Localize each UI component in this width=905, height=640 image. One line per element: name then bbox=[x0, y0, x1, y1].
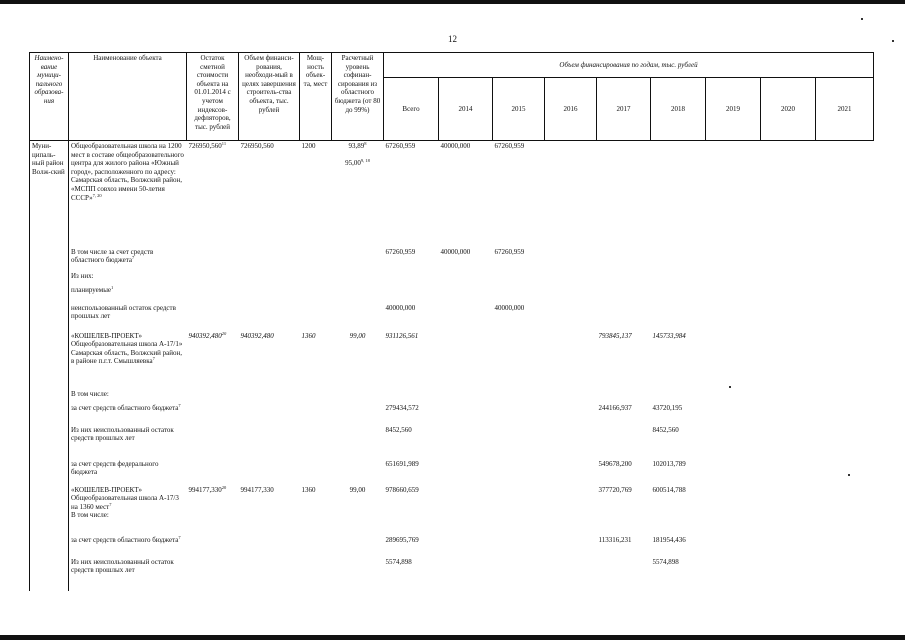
object-cell: неиспользованный остаток средств прошлых лет bbox=[71, 303, 176, 321]
financing-table bbox=[29, 52, 874, 591]
table-row bbox=[30, 459, 874, 485]
header-year-2014: 2014 bbox=[439, 78, 493, 141]
y2018-cell: 600514,788 bbox=[652, 485, 686, 494]
table-row bbox=[30, 403, 874, 425]
object-cell: за счет средств федерального бюджета bbox=[71, 459, 159, 477]
table-row bbox=[30, 425, 874, 459]
header-year-2018: 2018 bbox=[651, 78, 706, 141]
page-number: 12 bbox=[448, 34, 457, 44]
table-row bbox=[30, 141, 874, 247]
capacity-cell: 1360 bbox=[301, 331, 316, 340]
scan-speck bbox=[861, 18, 863, 20]
scan-speck bbox=[892, 40, 894, 42]
header-object: Наименование объекта bbox=[69, 53, 187, 141]
object-cell: «КОШЕЛЕВ-ПРОЕКТ» Общеобразовательная школа А-17/1» Самарская область, Волжский район, в районе п.г.т. Смышляевка$^7$ bbox=[71, 331, 183, 366]
object-cell: Из них: bbox=[71, 271, 94, 280]
bottom-border bbox=[0, 635, 905, 640]
capacity-cell: 1200 bbox=[301, 142, 316, 150]
y2018-cell: 102013,789 bbox=[652, 459, 686, 468]
volume-cell: 994177,330 bbox=[240, 485, 274, 494]
balance-cell: 994177,330$^{20}$ bbox=[188, 484, 227, 494]
object-cell: за счет средств областного бюджета$^7$ bbox=[71, 534, 181, 544]
header-balance: Остаток сметной стоимости объекта на 01.01.2014 с учетом индексов-дефляторов, тыс. рублей bbox=[187, 53, 239, 141]
y2017-cell: 377720,769 bbox=[598, 485, 632, 494]
table-row bbox=[30, 535, 874, 557]
table-row bbox=[30, 285, 874, 303]
header-year-2017: 2017 bbox=[597, 78, 651, 141]
object-cell: В том числе: bbox=[71, 389, 109, 398]
level-cell: 99,00 bbox=[349, 331, 366, 340]
y2017-cell: 244166,937 bbox=[598, 403, 632, 412]
table-row bbox=[30, 271, 874, 285]
header-year-2015: 2015 bbox=[493, 78, 545, 141]
volume-cell: 940392,480 bbox=[240, 331, 274, 340]
table-row bbox=[30, 485, 874, 535]
object-cell: планируемые$^1$ bbox=[71, 284, 114, 294]
y2017-cell: 793845,137 bbox=[598, 331, 632, 340]
y2017-cell: 113316,231 bbox=[598, 535, 632, 544]
header-capacity: Мощ-ность объек-та, мест bbox=[300, 53, 332, 141]
object-cell: «КОШЕЛЕВ-ПРОЕКТ» Общеобразовательная школа А-17/3 на 1360 мест$^7$ В том числе: bbox=[71, 485, 179, 520]
total-cell: 67260,959 bbox=[385, 247, 416, 256]
total-cell: 8452,560 bbox=[385, 425, 412, 434]
capacity-cell: 1360 bbox=[301, 485, 316, 494]
object-cell: Из них неиспользованный остаток средств прошлых лет bbox=[71, 425, 174, 443]
total-cell: 651691,989 bbox=[385, 459, 419, 468]
y2015-cell: 40000,000 bbox=[494, 303, 525, 312]
header-volume: Объем финанси-рования, необходи-мый в целях завершения строитель-ства объекта, тыс. рублей bbox=[239, 53, 300, 141]
total-cell: 40000,000 bbox=[385, 303, 416, 312]
balance-cell: 940392,480$^{20}$ bbox=[188, 330, 227, 340]
y2018-cell: 145733,984 bbox=[652, 331, 686, 340]
y2017-cell: 549678,200 bbox=[598, 459, 632, 468]
header-year-2020: 2020 bbox=[761, 78, 816, 141]
table-row bbox=[30, 389, 874, 403]
object-cell: Общеобразовательная школа на 1200 мест в составе общеобразовательного центра для жилого района «Южный город», расположенного по адресу: Самарская область, Волжский район, «МСПП совхоз имени 50-летия СССР»$^{7, 20}$ bbox=[71, 142, 184, 202]
balance-cell: 726950,560$^{11}$ bbox=[188, 141, 227, 150]
header-municipality: Наимено-вание муници-пального образова-ния bbox=[30, 53, 69, 141]
object-cell: Из них неиспользованный остаток средств прошлых лет bbox=[71, 557, 174, 575]
total-cell: 279434,572 bbox=[385, 403, 419, 412]
header-level: Расчетный уровень софинан-сирования из областного бюджета (от 80 до 99%) bbox=[332, 53, 384, 141]
y2014-cell: 40000,000 bbox=[440, 142, 471, 150]
municipality-cell: Муни-ципаль-ный район Волж-ский bbox=[30, 141, 69, 591]
total-cell: 5574,898 bbox=[385, 557, 412, 566]
object-cell: В том числе за счет средств областного бюджета$^7$ bbox=[71, 247, 154, 265]
table-row bbox=[30, 247, 874, 271]
header-year-total: Всего bbox=[384, 78, 439, 141]
header-year-2019: 2019 bbox=[706, 78, 761, 141]
level-cell: 99,00 bbox=[349, 485, 366, 494]
object-cell: за счет средств областного бюджета$^7$ bbox=[71, 402, 181, 412]
y2018-cell: 181954,436 bbox=[652, 535, 686, 544]
table-row bbox=[30, 331, 874, 389]
table-row bbox=[30, 557, 874, 591]
header-year-2016: 2016 bbox=[545, 78, 597, 141]
table-row bbox=[30, 303, 874, 331]
level-cell: 93,89$^8$ 95,00$^{9, 18}$ bbox=[345, 141, 370, 168]
total-cell: 931126,561 bbox=[385, 331, 419, 340]
y2015-cell: 67260,959 bbox=[494, 142, 525, 150]
top-border bbox=[0, 0, 905, 4]
total-cell: 978660,659 bbox=[385, 485, 419, 494]
volume-cell: 726950,560 bbox=[240, 142, 274, 150]
y2018-cell: 5574,898 bbox=[652, 557, 679, 566]
y2015-cell: 67260,959 bbox=[494, 247, 525, 256]
y2014-cell: 40000,000 bbox=[440, 247, 471, 256]
header-row-1 bbox=[30, 53, 874, 78]
header-year-2021: 2021 bbox=[816, 78, 874, 141]
y2018-cell: 8452,560 bbox=[652, 425, 679, 434]
total-cell: 67260,959 bbox=[385, 142, 416, 150]
header-years-group: Объем финансирования по годам, тыс. рублей bbox=[384, 53, 874, 78]
y2018-cell: 43720,195 bbox=[652, 403, 683, 412]
total-cell: 289695,769 bbox=[385, 535, 419, 544]
